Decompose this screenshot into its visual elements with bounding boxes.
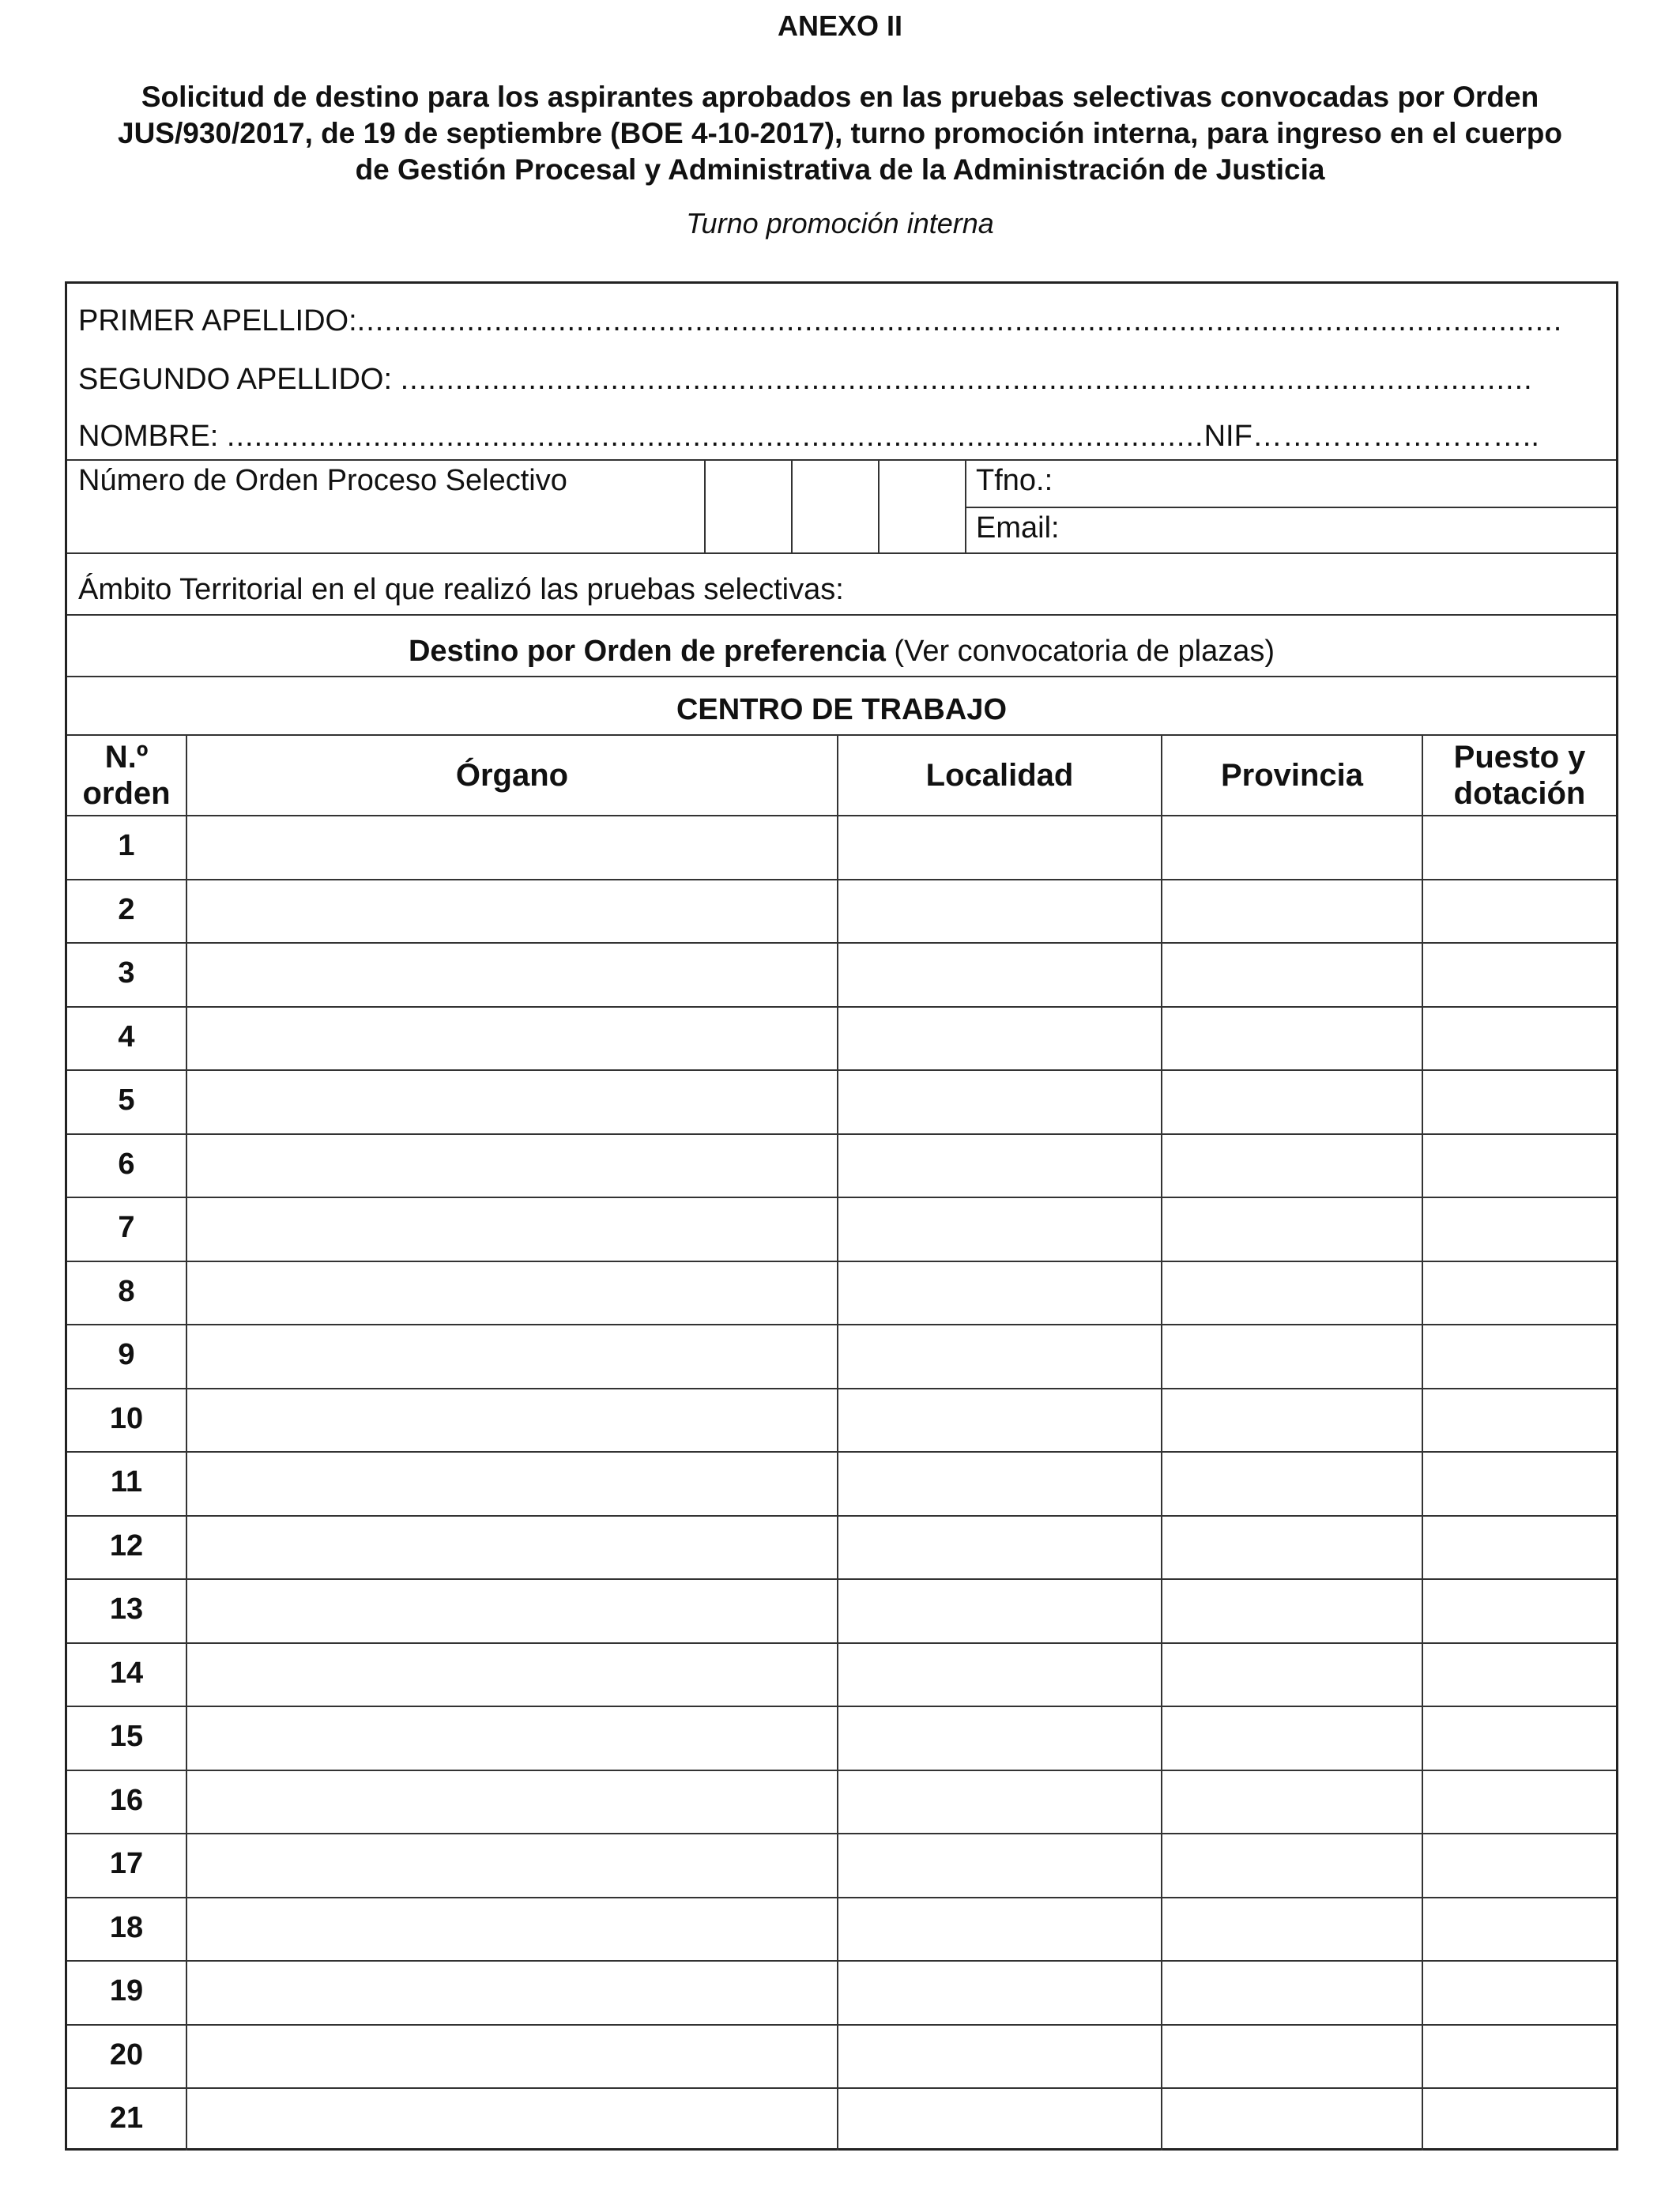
provincia-cell[interactable] [1162,880,1422,943]
application-form [65,281,1618,2151]
provincia-cell[interactable] [1162,1834,1422,1897]
segundo-apellido-dots: ............................................................................................................................ [400,363,1533,396]
localidad-cell[interactable] [838,1071,1161,1133]
title-line-3: de Gestión Procesal y Administrativa de la Administración de Justicia [355,153,1325,186]
row-number: 21 [109,2102,144,2135]
organo-cell[interactable] [187,1198,837,1261]
provincia-cell[interactable] [1162,1135,1422,1197]
primer-apellido-dots: .................................................................................................................................... [356,304,1563,337]
puesto-dotacion-cell[interactable] [1423,1771,1616,1834]
provincia-cell[interactable] [1162,1707,1422,1770]
puesto-dotacion-cell[interactable] [1423,1580,1616,1642]
organo-cell[interactable] [187,1771,837,1834]
organo-cell[interactable] [187,1898,837,1961]
organo-cell[interactable] [187,1135,837,1197]
row-number: 14 [109,1657,144,1690]
segundo-apellido-field[interactable] [78,363,1611,397]
nif-label: NIF [1203,420,1252,453]
organo-cell[interactable] [187,1707,837,1770]
puesto-dotacion-cell[interactable] [1423,1389,1616,1452]
row-number: 5 [118,1084,135,1117]
row-number: 4 [118,1020,135,1054]
document-subtitle: Turno promoción interna [686,207,994,239]
puesto-dotacion-cell[interactable] [1423,1834,1616,1897]
row-number: 16 [109,1784,144,1817]
annex-label: ANEXO II [777,9,903,42]
ambito-territorial-field[interactable]: Ámbito Territorial en el que realizó las pruebas selectivas: [78,573,844,606]
provincia-cell[interactable] [1162,1771,1422,1834]
organo-cell[interactable] [187,1262,837,1325]
organo-cell[interactable] [187,1580,837,1642]
divider [67,676,1616,677]
col-header-numero-orden [67,736,186,815]
col-header-localidad: Localidad [925,758,1074,793]
provincia-cell[interactable] [1162,1453,1422,1515]
localidad-cell[interactable] [838,1580,1161,1642]
row-number: 7 [118,1211,135,1244]
puesto-dotacion-cell[interactable] [1423,1071,1616,1133]
localidad-cell[interactable] [838,1707,1161,1770]
col-header-line1: Puesto y [1453,740,1586,775]
destino-heading-note: (Ver convocatoria de plazas) [885,635,1275,668]
row-number: 11 [110,1465,143,1498]
destino-heading-bold: Destino por Orden de preferencia [408,635,886,668]
puesto-dotacion-cell[interactable] [1423,1453,1616,1515]
row-number: 6 [118,1148,135,1181]
puesto-dotacion-cell[interactable] [1423,1008,1616,1070]
row-number: 18 [109,1911,144,1944]
divider [966,507,1616,508]
row-number: 20 [109,2038,144,2071]
col-header-line1: N.º [104,740,149,775]
localidad-cell[interactable] [838,1453,1161,1515]
nombre-dots: ........................................................................................................... [226,420,1204,453]
row-number: 13 [109,1593,144,1626]
puesto-dotacion-cell[interactable] [1423,1325,1616,1388]
puesto-dotacion-cell[interactable] [1423,2089,1616,2151]
organo-cell[interactable] [187,1834,837,1897]
col-header-line2: dotación [1453,776,1586,811]
localidad-cell[interactable] [838,880,1161,943]
provincia-cell[interactable] [1162,1580,1422,1642]
organo-cell[interactable] [187,1517,837,1579]
provincia-cell[interactable] [1162,1962,1422,2024]
numero-orden-box-3[interactable] [880,461,965,552]
organo-cell[interactable] [187,2026,837,2088]
localidad-cell[interactable] [838,944,1161,1006]
puesto-dotacion-cell[interactable] [1423,1262,1616,1325]
puesto-dotacion-cell[interactable] [1423,1707,1616,1770]
puesto-dotacion-cell[interactable] [1423,2026,1616,2088]
row-number: 15 [109,1720,144,1753]
tfno-field[interactable]: Tfno.: [976,464,1053,497]
col-header-line2: orden [82,776,171,811]
provincia-cell[interactable] [1162,1389,1422,1452]
organo-cell[interactable] [187,1644,837,1706]
provincia-cell[interactable] [1162,2089,1422,2151]
organo-cell[interactable] [187,1962,837,2024]
destino-heading [67,635,1616,669]
title-line-1: Solicitud de destino para los aspirantes aprobados en las pruebas selectivas convocadas por Orden [141,81,1539,113]
row-number: 10 [109,1402,144,1435]
provincia-cell[interactable] [1162,944,1422,1006]
localidad-cell[interactable] [838,2089,1161,2151]
organo-cell[interactable] [187,1325,837,1388]
provincia-cell[interactable] [1162,1644,1422,1706]
provincia-cell[interactable] [1162,1325,1422,1388]
localidad-cell[interactable] [838,1325,1161,1388]
provincia-cell[interactable] [1162,1198,1422,1261]
col-header-provincia: Provincia [1220,758,1364,793]
numero-orden-box-2[interactable] [793,461,878,552]
row-number: 12 [109,1529,144,1563]
primer-apellido-label: PRIMER APELLIDO: [78,304,357,337]
primer-apellido-field[interactable] [78,304,1611,338]
localidad-cell[interactable] [838,1198,1161,1261]
centro-trabajo-heading: CENTRO DE TRABAJO [676,693,1008,726]
provincia-cell[interactable] [1162,2026,1422,2088]
organo-cell[interactable] [187,2089,837,2151]
organo-cell[interactable] [187,816,837,879]
puesto-dotacion-cell[interactable] [1423,1644,1616,1706]
segundo-apellido-label: SEGUNDO APELLIDO: [78,363,401,396]
localidad-cell[interactable] [838,816,1161,879]
title-line-2: JUS/930/2017, de 19 de septiembre (BOE 4-10-2017), turno promoción interna, para ingreso en el cuerpo [118,117,1562,149]
row-number: 3 [118,956,135,990]
localidad-cell[interactable] [838,1262,1161,1325]
divider [67,552,1616,554]
organo-cell[interactable] [187,880,837,943]
numero-orden-box-1[interactable] [706,461,791,552]
localidad-cell[interactable] [838,1389,1161,1452]
provincia-cell[interactable] [1162,816,1422,879]
provincia-cell[interactable] [1162,1071,1422,1133]
puesto-dotacion-cell[interactable] [1423,880,1616,943]
puesto-dotacion-cell[interactable] [1423,1898,1616,1961]
localidad-cell[interactable] [838,1517,1161,1579]
organo-cell[interactable] [187,1008,837,1070]
organo-cell[interactable] [187,1071,837,1133]
puesto-dotacion-cell[interactable] [1423,1135,1616,1197]
localidad-cell[interactable] [838,1962,1161,2024]
col-header-organo: Órgano [455,758,569,793]
organo-cell[interactable] [187,1453,837,1515]
localidad-cell[interactable] [838,1834,1161,1897]
puesto-dotacion-cell[interactable] [1423,816,1616,879]
row-number: 9 [118,1338,135,1371]
row-number: 1 [118,829,135,862]
puesto-dotacion-cell[interactable] [1423,944,1616,1006]
organo-cell[interactable] [187,1389,837,1452]
row-number: 17 [109,1847,144,1880]
provincia-cell[interactable] [1162,1008,1422,1070]
row-number: 8 [118,1275,135,1308]
localidad-cell[interactable] [838,1644,1161,1706]
nombre-nif-field[interactable] [78,420,1611,454]
provincia-cell[interactable] [1162,1517,1422,1579]
puesto-dotacion-cell[interactable] [1423,1198,1616,1261]
puesto-dotacion-cell[interactable] [1423,1962,1616,2024]
puesto-dotacion-cell[interactable] [1423,1517,1616,1579]
row-number: 19 [109,1974,144,2007]
document-title [0,79,1680,188]
localidad-cell[interactable] [838,1898,1161,1961]
divider [965,459,966,552]
provincia-cell[interactable] [1162,1898,1422,1961]
divider [67,614,1616,616]
localidad-cell[interactable] [838,2026,1161,2088]
numero-orden-label: Número de Orden Proceso Selectivo [78,464,567,497]
row-number: 2 [118,893,135,926]
provincia-cell[interactable] [1162,1262,1422,1325]
organo-cell[interactable] [187,944,837,1006]
col-header-puesto-dotacion [1423,736,1616,815]
email-field[interactable]: Email: [976,511,1060,545]
localidad-cell[interactable] [838,1135,1161,1197]
nombre-label: NOMBRE: [78,420,227,453]
nif-dots: ……………………….. [1252,420,1539,453]
localidad-cell[interactable] [838,1008,1161,1070]
localidad-cell[interactable] [838,1771,1161,1834]
